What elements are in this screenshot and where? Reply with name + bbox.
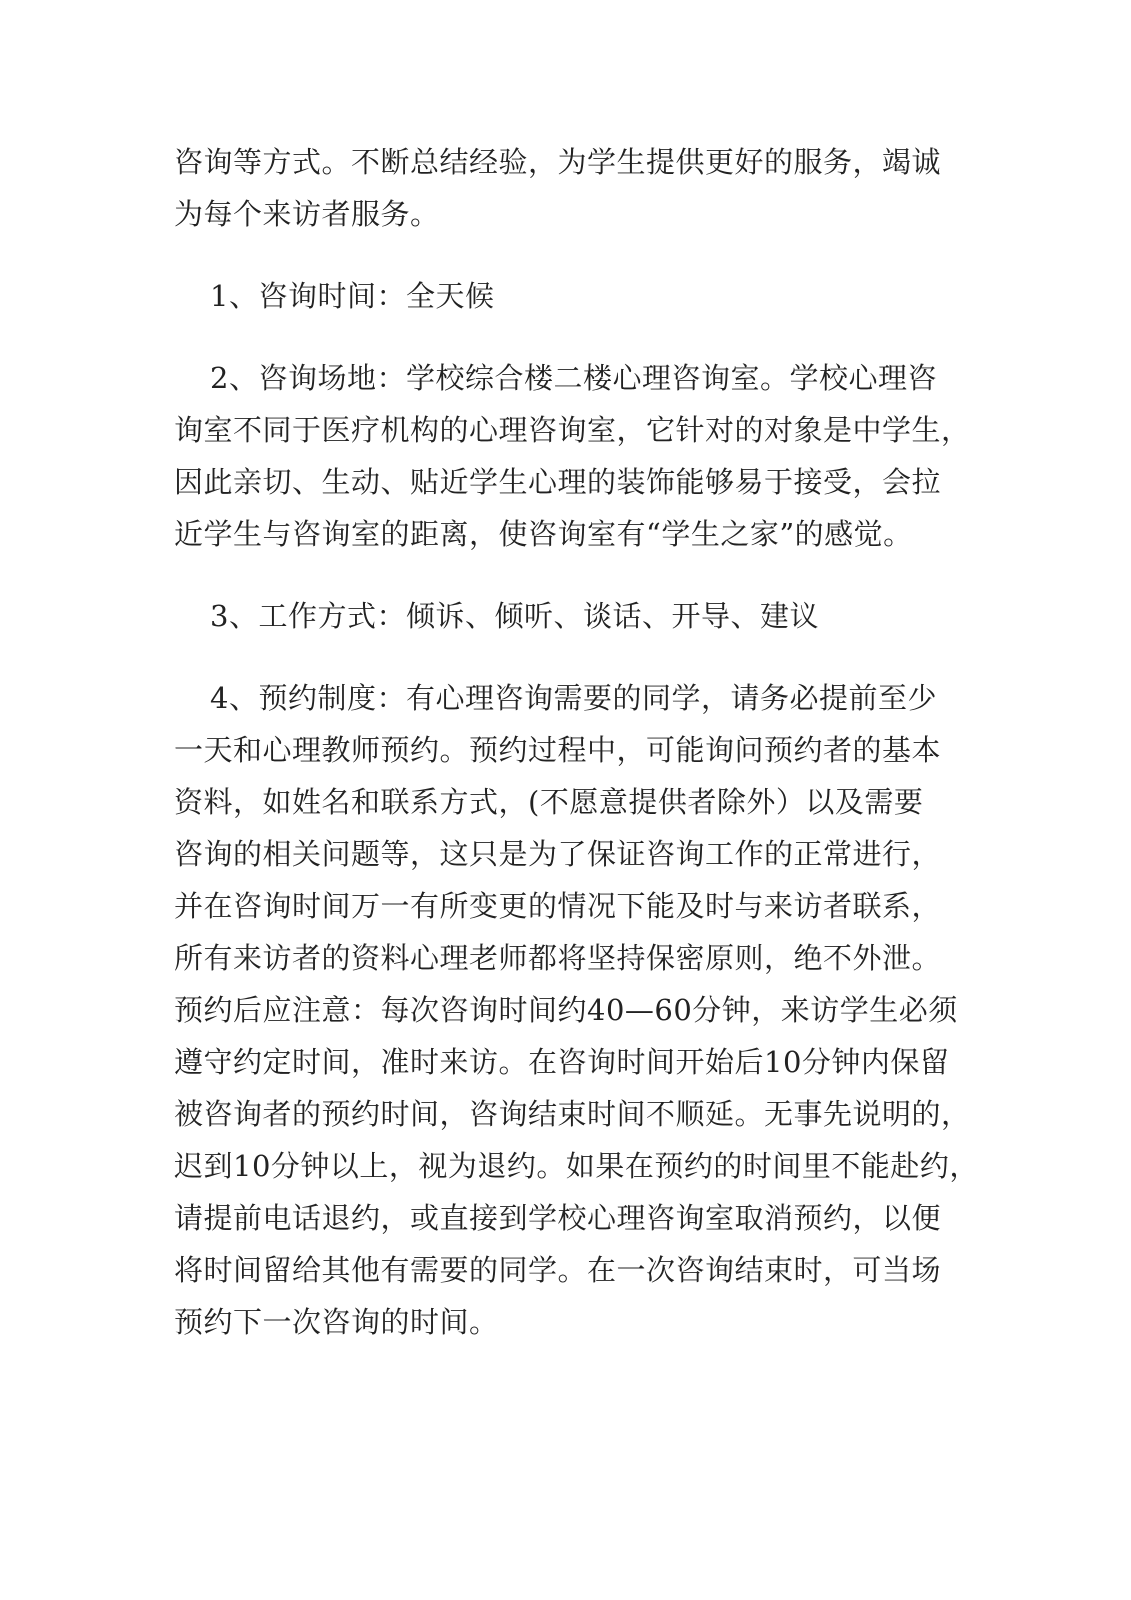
- text-line: 为每个来访者服务。: [174, 197, 440, 231]
- text-line: 1、咨询时间：全天候: [210, 279, 495, 313]
- text-line: 请提前电话退约，或直接到学校心理咨询室取消预约，以便: [174, 1201, 942, 1235]
- paragraph-appointment: [174, 672, 979, 1348]
- paragraph-consult-time: [174, 270, 974, 322]
- text-line: 被咨询者的预约时间，咨询结束时间不顺延。无事先说明的，: [174, 1097, 971, 1131]
- text-line: 4、预约制度：有心理咨询需要的同学，请务必提前至少: [210, 681, 937, 715]
- text-line: 并在咨询时间万一有所变更的情况下能及时与来访者联系，: [174, 889, 942, 923]
- paragraph-consult-venue: [174, 352, 974, 560]
- paragraph-intro: [174, 136, 974, 240]
- text-line: 3、工作方式：倾诉、倾听、谈话、开导、建议: [210, 599, 819, 633]
- text-line: 询室不同于医疗机构的心理咨询室，它针对的对象是中学生，: [174, 413, 971, 447]
- text-line: 咨询等方式。不断总结经验，为学生提供更好的服务，竭诚: [174, 145, 942, 179]
- text-line: 所有来访者的资料心理老师都将坚持保密原则，绝不外泄。: [174, 941, 942, 975]
- text-line: 2、咨询场地：学校综合楼二楼心理咨询室。学校心理咨: [210, 361, 937, 395]
- text-line: 预约下一次咨询的时间。: [174, 1305, 499, 1339]
- text-line: 因此亲切、生动、贴近学生心理的装饰能够易于接受，会拉: [174, 465, 942, 499]
- text-line: 咨询的相关问题等，这只是为了保证咨询工作的正常进行，: [174, 837, 942, 871]
- text-line: 将时间留给其他有需要的同学。在一次咨询结束时，可当场: [174, 1253, 942, 1287]
- paragraph-work-method: [174, 590, 974, 642]
- text-line: 预约后应注意：每次咨询时间约40—60分钟，来访学生必须: [174, 993, 958, 1027]
- text-line: 遵守约定时间，准时来访。在咨询时间开始后10分钟内保留: [174, 1045, 950, 1079]
- document-page: [174, 136, 979, 1348]
- text-line: 迟到10分钟以上，视为退约。如果在预约的时间里不能赴约，: [174, 1149, 979, 1183]
- text-line: 一天和心理教师预约。预约过程中，可能询问预约者的基本: [174, 733, 942, 767]
- text-line: 近学生与咨询室的距离，使咨询室有“学生之家”的感觉。: [174, 517, 913, 551]
- text-line: 资料，如姓名和联系方式，(不愿意提供者除外）以及需要: [174, 785, 924, 819]
